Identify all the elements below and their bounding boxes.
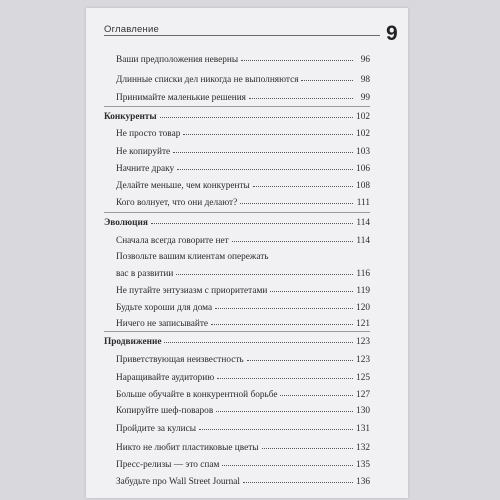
toc-entry-title: Принимайте маленькие решения [116, 93, 246, 103]
toc-entry [116, 474, 370, 488]
toc-entry [116, 126, 370, 140]
toc-entry-title: Приветствующая неизвестность [116, 355, 244, 365]
dot-leader [151, 214, 353, 224]
dot-leader [183, 125, 353, 135]
toc-entry-title: Пресс-релизы — это спам [116, 460, 220, 470]
dot-leader [247, 351, 353, 361]
toc-entry [116, 457, 370, 471]
toc-entry-title: Кого волнует, что они делают? [116, 198, 238, 208]
toc-entry [116, 370, 370, 384]
toc-entry [116, 283, 370, 297]
toc-entry [116, 440, 370, 454]
toc-entry-title: Эволюция [104, 218, 148, 228]
toc-entry-title: Конкуренты [104, 112, 157, 122]
toc-entry-title: Копируйте шеф-поваров [116, 406, 214, 416]
toc-entry-page: 127 [356, 390, 370, 400]
toc-entry-page: 123 [356, 355, 370, 365]
toc-entry [116, 266, 370, 280]
toc-entry-title: Продвижение [104, 337, 162, 347]
dot-leader [249, 89, 353, 99]
toc-entry-title: Сначала всегда говорите нет [116, 236, 229, 246]
toc-entry-page: 135 [356, 460, 370, 470]
toc-entry-page: 116 [356, 269, 370, 279]
toc-entry-title: Не копируйте [116, 147, 171, 157]
dot-leader [241, 51, 353, 61]
toc-entry-page: 123 [356, 337, 370, 347]
dot-leader [280, 386, 353, 396]
section-divider [104, 331, 370, 332]
toc-entry-page: 121 [356, 319, 370, 329]
dot-leader [216, 402, 353, 412]
dot-leader [176, 265, 353, 275]
toc-entry [116, 387, 370, 401]
dot-leader [270, 282, 353, 292]
toc-entry-title: Наращивайте аудиторию [116, 373, 215, 383]
dot-leader [253, 177, 353, 187]
header-title: Оглавление [104, 24, 159, 35]
toc-entry-page: 98 [360, 75, 370, 85]
dot-leader [215, 299, 353, 309]
toc-entry [116, 233, 370, 247]
toc-entry [116, 90, 370, 104]
dot-leader [301, 71, 353, 81]
dot-leader [160, 108, 353, 118]
section-divider [104, 212, 370, 213]
toc-entry [116, 421, 370, 435]
toc-entry [116, 72, 370, 86]
toc-entry-page: 108 [356, 181, 370, 191]
toc-entry [116, 52, 370, 66]
toc-entry-title: Забудьте про Wall Street Journal [116, 477, 240, 487]
toc-entry-page: 131 [356, 424, 370, 434]
toc-entry [116, 161, 370, 175]
toc-entry-title: Не просто товар [116, 129, 181, 139]
toc-entry-page: 114 [356, 218, 370, 228]
dot-leader [217, 369, 353, 379]
toc-entry-title: вас в развитии [116, 269, 174, 279]
dot-leader [177, 160, 353, 170]
toc-entry-page: 103 [356, 147, 370, 157]
dot-leader [232, 232, 353, 242]
section-divider [104, 106, 370, 107]
toc-entry [116, 250, 370, 264]
dot-leader [164, 333, 353, 343]
toc-entry [116, 178, 370, 192]
toc-entry-page: 119 [356, 286, 370, 296]
toc-entry [116, 352, 370, 366]
toc-entry-page: 125 [356, 373, 370, 383]
page-number: 9 [386, 22, 398, 45]
dot-leader [243, 473, 353, 483]
toc-entry-title: Ничего не записывайте [116, 319, 209, 329]
toc-entry-title: Никто не любит пластиковые цветы [116, 443, 259, 453]
toc-entry-page: 130 [356, 406, 370, 416]
toc-entry-page: 102 [356, 112, 370, 122]
dot-leader [222, 456, 353, 466]
toc-entry-page: 96 [360, 55, 370, 65]
toc-entry-page: 99 [360, 93, 370, 103]
dot-leader [211, 315, 353, 325]
toc-entry [116, 403, 370, 417]
toc-entry-page: 102 [356, 129, 370, 139]
toc-entry-page: 136 [356, 477, 370, 487]
dot-leader [262, 439, 353, 449]
toc-entry-page: 111 [356, 198, 370, 208]
toc-entry [116, 316, 370, 330]
toc-entry-title: Больше обучайте в конкурентной борьбе [116, 390, 278, 400]
toc-entry-title: Начните драку [116, 164, 175, 174]
toc-entry [116, 144, 370, 158]
toc-entry-page: 114 [356, 236, 370, 246]
toc-section [104, 109, 370, 123]
toc-entry-title: Длинные списки дел никогда не выполняются [116, 75, 299, 85]
toc-entry-title: Будьте хороши для дома [116, 303, 213, 313]
toc-entry [116, 195, 370, 209]
toc-entry-title: Ваши предположения неверны [116, 55, 239, 65]
toc-entry-title: Позвольте вашим клиентам опережать [116, 252, 269, 262]
dot-leader [173, 143, 353, 153]
toc-section [104, 215, 370, 229]
toc-entry-title: Делайте меньше, чем конкуренты [116, 181, 250, 191]
dot-leader [240, 194, 353, 204]
toc-entry-page: 120 [356, 303, 370, 313]
toc-entry-title: Не путайте энтузиазм с приоритетами [116, 286, 268, 296]
toc-entry-title: Пройдите за кулисы [116, 424, 196, 434]
toc-entry-page: 106 [356, 164, 370, 174]
toc-entry [116, 300, 370, 314]
toc-section [104, 334, 370, 348]
toc-entry-page: 132 [356, 443, 370, 453]
dot-leader [199, 420, 353, 430]
